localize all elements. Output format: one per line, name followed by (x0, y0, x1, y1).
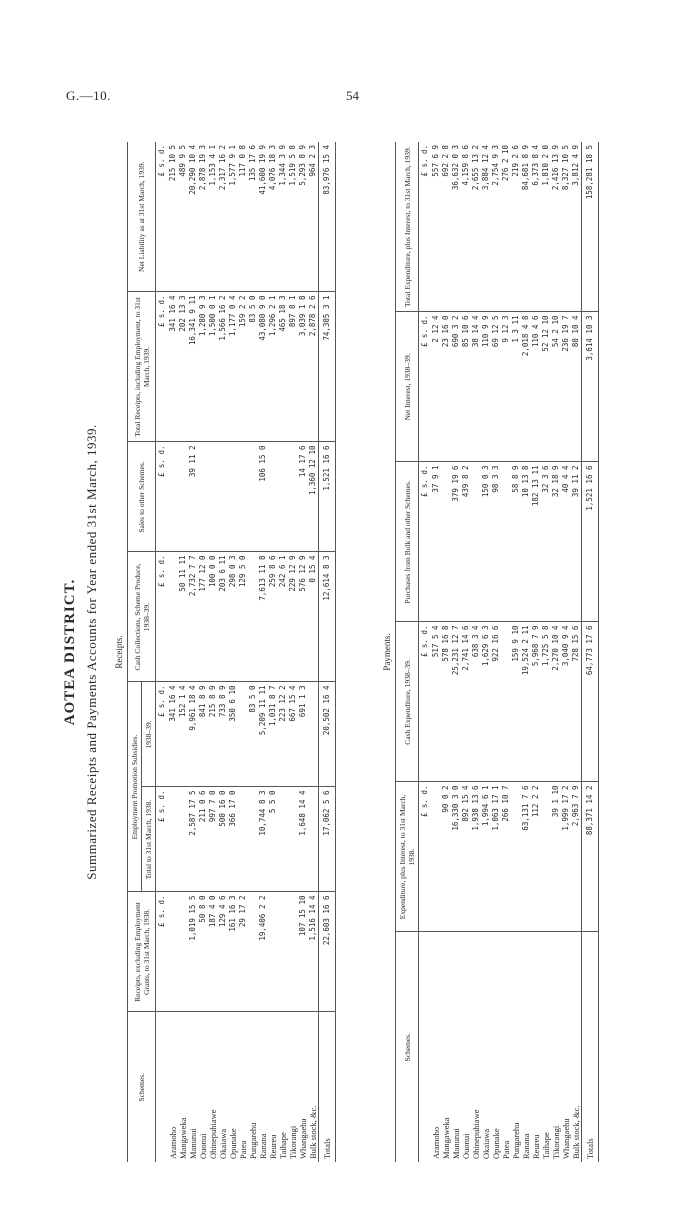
amount-cell: 1,810 2 0 (541, 142, 551, 312)
amount-cell: 1,280 9 3 (198, 292, 208, 442)
amount-cell: 341 16 4 (168, 292, 178, 442)
page-number: 54 (346, 88, 359, 103)
amount-cell: 1,063 17 1 (491, 782, 501, 932)
scheme-name: Patea (238, 1140, 248, 1159)
scheme-name: Ranana (521, 1133, 531, 1159)
scheme-name: Ranana (258, 1133, 268, 1159)
table-row (288, 142, 298, 1162)
amount-cell: 1,519 5 8 (288, 142, 298, 292)
amount-cell: 2,732 7 7 (188, 552, 198, 682)
scheme-name: Okaiawa (481, 1128, 491, 1159)
amount-cell: 2,018 4 8 (521, 312, 531, 462)
col-header: Receipts, excluding Employment Grants, to 31st March, 1938. (128, 892, 156, 1012)
amount-cell: 32 3 6 (541, 462, 551, 622)
amount-cell (501, 622, 511, 782)
units-cell: £ s. d. (156, 442, 169, 552)
scheme-name: Taihape (541, 1132, 551, 1159)
table-row (248, 142, 258, 1162)
scheme-name: Whangaehu (298, 1118, 308, 1159)
units-cell: £ s. d. (156, 552, 169, 682)
table-row (168, 142, 178, 1162)
amount-cell: 8,327 10 5 (561, 142, 571, 312)
amount-cell: 5,968 7 9 (531, 622, 541, 782)
units-cell: £ s. d. (419, 622, 432, 782)
amount-cell: 1,566 16 2 (218, 292, 228, 442)
amount-cell: 63,131 7 6 (521, 782, 531, 932)
amount-cell: 5 5 0 (268, 787, 278, 892)
amount-cell: 1,516 14 4 (308, 892, 319, 1012)
units-cell: £ s. d. (156, 892, 169, 1012)
scheme-name: Patea (501, 1140, 511, 1159)
amount-cell: 19,524 2 11 (521, 622, 531, 782)
amount-cell: 557 6 9 (431, 142, 441, 312)
amount-cell: 997 7 0 (208, 787, 218, 892)
amount-cell (278, 442, 288, 552)
amount-cell: 112 2 2 (531, 782, 541, 932)
scheme-name: Whangaehu (561, 1118, 571, 1159)
amount-cell: 37 9 1 (431, 462, 441, 622)
scheme-name: Mangaweka (441, 1117, 451, 1159)
amount-cell: 298 0 3 (228, 552, 238, 682)
amount-cell: 161 16 3 (228, 892, 238, 1012)
amount-cell: 219 2 6 (511, 142, 521, 312)
table-row (258, 142, 268, 1162)
amount-cell: 7,613 11 8 (258, 552, 268, 682)
amount-cell (288, 787, 298, 892)
total-cell: 12,614 8 3 (319, 552, 336, 682)
amount-cell: 203 6 11 (218, 552, 228, 682)
total-cell: 158,281 18 5 (582, 142, 599, 312)
col-header: Sales to other Schemes. (128, 442, 156, 552)
amount-cell: 177 12 0 (198, 552, 208, 682)
table-row (308, 142, 319, 1162)
amount-cell (288, 892, 298, 1012)
amount-cell: 638 3 4 (471, 622, 481, 782)
amount-cell: 223 12 2 (278, 682, 288, 787)
amount-cell: 366 17 0 (228, 787, 238, 892)
scheme-name: Manunui (451, 1128, 461, 1159)
amount-cell: 667 15 4 (288, 682, 298, 787)
amount-cell: 5,209 11 11 (258, 682, 268, 787)
amount-cell: 1,577 9 1 (228, 142, 238, 292)
amount-cell: 2,587 17 5 (188, 787, 198, 892)
amount-cell (541, 782, 551, 932)
amount-cell: 38 14 4 (471, 312, 481, 462)
scheme-name: Opunake (228, 1128, 238, 1159)
amount-cell: 229 12 9 (288, 552, 298, 682)
total-cell: 74,305 3 1 (319, 292, 336, 442)
amount-cell: 1,994 6 1 (481, 782, 491, 932)
amount-cell: 32 18 9 (551, 462, 561, 622)
table-row (551, 142, 561, 1162)
amount-cell: 439 8 2 (461, 462, 471, 622)
amount-cell: 3,040 9 4 (561, 622, 571, 782)
amount-cell: 1,344 3 9 (278, 142, 288, 292)
table-row (298, 142, 308, 1162)
amount-cell: 242 6 1 (278, 552, 288, 682)
amount-cell: 107 15 10 (298, 892, 308, 1012)
total-cell: 17,062 5 6 (319, 787, 336, 892)
amount-cell: 182 13 11 (531, 462, 541, 622)
amount-cell (511, 782, 521, 932)
amount-cell: 23 16 0 (441, 312, 451, 462)
amount-cell: 266 10 7 (501, 782, 511, 932)
amount-cell: 84,681 8 9 (521, 142, 531, 312)
amount-cell (248, 552, 258, 682)
table-row (238, 142, 248, 1162)
table-row (451, 142, 461, 1162)
amount-cell (168, 787, 178, 892)
amount-cell: 2,655 13 2 (471, 142, 481, 312)
units-row (419, 142, 432, 1162)
table-row (541, 142, 551, 1162)
table-row (188, 142, 198, 1162)
table-row (521, 142, 531, 1162)
col-header: Schemes. (128, 1012, 156, 1162)
page-ref: G.—10. (66, 88, 111, 103)
amount-cell: 215 10 5 (168, 142, 178, 292)
scheme-name: Tikorangi (551, 1125, 561, 1159)
amount-cell: 83 5 0 (248, 682, 258, 787)
scheme-name: Aramoho (168, 1126, 178, 1159)
col-header: Cash Collections, Scheme Produce, 1938–39. (128, 552, 156, 682)
scheme-name: Pungarehu (248, 1122, 258, 1159)
total-cell: 20,502 16 4 (319, 682, 336, 787)
scheme-name: Ouonui (461, 1133, 471, 1159)
scheme-name: Mangaweka (178, 1117, 188, 1159)
amount-cell: 117 0 8 (238, 142, 248, 292)
amount-cell (178, 442, 188, 552)
amount-cell: 135 17 6 (248, 142, 258, 292)
col-header: Purchases from Bulk and other Schemes. (396, 462, 419, 622)
amount-cell: 350 6 10 (228, 682, 238, 787)
amount-cell: 2,317 16 2 (218, 142, 228, 292)
amount-cell: 80 10 4 (571, 312, 582, 462)
amount-cell: 1,648 14 4 (298, 787, 308, 892)
page-title: AOTEA DISTRICT. (62, 578, 78, 726)
amount-cell: 897 8 1 (288, 292, 298, 442)
table-row (228, 142, 238, 1162)
amount-cell: 341 16 4 (168, 682, 178, 787)
amount-cell: 129 4 6 (218, 892, 228, 1012)
total-cell: 22,603 16 6 (319, 892, 336, 1012)
amount-cell: 922 16 6 (491, 622, 501, 782)
amount-cell: 211 0 6 (198, 787, 208, 892)
amount-cell (218, 442, 228, 552)
table-row (208, 142, 218, 1162)
amount-cell: 39 11 2 (188, 442, 198, 552)
units-cell: £ s. d. (419, 312, 432, 462)
table-row (278, 142, 288, 1162)
amount-cell: 1,999 17 2 (561, 782, 571, 932)
amount-cell: 16,341 9 11 (188, 292, 198, 442)
col-header: Expenditure, plus Interest, to 31st March, 1938. (396, 782, 419, 932)
amount-cell: 690 3 2 (451, 312, 461, 462)
amount-cell: 1,153 4 1 (208, 142, 218, 292)
total-cell: 64,773 17 6 (582, 622, 599, 782)
col-header: Net Interest, 1938–39. (396, 312, 419, 462)
amount-cell (441, 462, 451, 622)
amount-cell (168, 442, 178, 552)
table-row (471, 142, 481, 1162)
table-row (461, 142, 471, 1162)
amount-cell: 98 3 3 (491, 462, 501, 622)
amount-cell (248, 442, 258, 552)
amount-cell: 2,878 19 3 (198, 142, 208, 292)
table-row (178, 142, 188, 1162)
amount-cell (178, 787, 188, 892)
amount-cell (248, 892, 258, 1012)
amount-cell: 6,373 8 4 (531, 142, 541, 312)
col-header: Total to 31st March, 1938. (142, 787, 156, 892)
receipts-section-label: Receipts. (112, 142, 128, 1162)
table-row (501, 142, 511, 1162)
amount-cell: 236 19 7 (561, 312, 571, 462)
amount-cell: 0 15 4 (308, 552, 319, 682)
amount-cell: 90 0 2 (441, 782, 451, 932)
amount-cell: 1,296 2 1 (268, 292, 278, 442)
col-header: Total Receipts, including Employment, to 31st March, 1939. (128, 292, 156, 442)
units-cell: £ s. d. (156, 142, 169, 292)
amount-cell: 733 8 9 (218, 682, 228, 787)
amount-cell (288, 442, 298, 552)
amount-cell: 52 12 10 (541, 312, 551, 462)
table-row (511, 142, 521, 1162)
units-cell: £ s. d. (419, 782, 432, 932)
amount-cell: 728 15 6 (571, 622, 582, 782)
amount-cell: 1 3 11 (511, 312, 521, 462)
amount-cell: 85 10 6 (461, 312, 471, 462)
total-cell: 1,521 16 6 (582, 462, 599, 622)
receipts-table (112, 142, 336, 1162)
amount-cell: 2,270 10 4 (551, 622, 561, 782)
col-header: 1938–39. (142, 682, 156, 787)
table-row (198, 142, 208, 1162)
amount-cell: 106 15 0 (258, 442, 268, 552)
amount-cell: 692 2 8 (441, 142, 451, 312)
table-row (491, 142, 501, 1162)
page-subtitle: Summarized Receipts and Payments Accounts for Year ended 31st March, 1939. (84, 424, 99, 880)
amount-cell: 3,812 4 9 (571, 142, 582, 312)
amount-cell: 110 4 6 (531, 312, 541, 462)
amount-cell: 379 19 6 (451, 462, 461, 622)
amount-cell: 69 12 5 (491, 312, 501, 462)
amount-cell: 2,741 14 6 (461, 622, 471, 782)
receipts-body (156, 142, 336, 1162)
amount-cell: 964 2 3 (308, 142, 319, 292)
totals-row (319, 142, 336, 1162)
amount-cell (471, 462, 481, 622)
scheme-name: Bulk stock, &c. (308, 1105, 318, 1159)
scheme-name: Ohinepuhiawe (471, 1109, 481, 1159)
amount-cell: 159 2 2 (238, 292, 248, 442)
total-cell: 88,371 14 2 (582, 782, 599, 932)
amount-cell (308, 682, 319, 787)
scheme-name: Ouonui (198, 1133, 208, 1159)
amount-cell: 187 4 0 (208, 892, 218, 1012)
amount-cell: 9,961 18 4 (188, 682, 198, 787)
scheme-name: Bulk stock, &c. (571, 1105, 581, 1159)
amount-cell: 2,963 7 9 (571, 782, 582, 932)
scheme-name: Ohinepuhiawe (208, 1109, 218, 1159)
amount-cell (278, 787, 288, 892)
amount-cell (308, 787, 319, 892)
amount-cell: 465 18 3 (278, 292, 288, 442)
amount-cell (268, 442, 278, 552)
amount-cell: 2 12 4 (431, 312, 441, 462)
amount-cell (168, 552, 178, 682)
scheme-name: Manunui (188, 1128, 198, 1159)
amount-cell: 215 8 9 (208, 682, 218, 787)
scheme-name: Reureu (268, 1134, 278, 1159)
amount-cell: 576 12 9 (298, 552, 308, 682)
amount-cell: 43,080 9 0 (258, 292, 268, 442)
scheme-name: Taihape (278, 1132, 288, 1159)
payments-body (419, 142, 599, 1162)
amount-cell (238, 787, 248, 892)
amount-cell: 202 13 3 (178, 292, 188, 442)
amount-cell: 4,076 18 3 (268, 142, 278, 292)
totals-row (582, 142, 599, 1162)
amount-cell (228, 442, 238, 552)
units-spacer (419, 932, 432, 1162)
scheme-name: Aramoho (431, 1126, 441, 1159)
amount-cell: 39 1 10 (551, 782, 561, 932)
units-cell: £ s. d. (156, 682, 169, 787)
group-header: Employment Promotion Subsidies. (128, 682, 142, 892)
amount-cell: 276 2 10 (501, 142, 511, 312)
amount-cell: 36,632 0 3 (451, 142, 461, 312)
col-header: Net Liability as at 31st March, 1939. (128, 142, 156, 292)
col-header: Cash Expenditure, 1938–39. (396, 622, 419, 782)
amount-cell: 1,938 13 6 (471, 782, 481, 932)
amount-cell: 100 0 0 (208, 552, 218, 682)
table-row (481, 142, 491, 1162)
amount-cell: 5,293 8 9 (298, 142, 308, 292)
amount-cell: 29 17 2 (238, 892, 248, 1012)
amount-cell: 4,159 8 6 (461, 142, 471, 312)
amount-cell (198, 442, 208, 552)
amount-cell: 892 15 4 (461, 782, 471, 932)
amount-cell (248, 787, 258, 892)
amount-cell: 2,878 2 6 (308, 292, 319, 442)
amount-cell: 16,330 3 0 (451, 782, 461, 932)
scheme-name: Opunake (491, 1128, 501, 1159)
amount-cell: 40 4 4 (561, 462, 571, 622)
scheme-name: Reureu (531, 1134, 541, 1159)
amount-cell: 152 1 4 (178, 682, 188, 787)
scheme-name: Pungarehu (511, 1122, 521, 1159)
amount-cell (431, 782, 441, 932)
amount-cell: 489 9 5 (178, 142, 188, 292)
amount-cell: 1,725 5 8 (541, 622, 551, 782)
amount-cell: 841 8 9 (198, 682, 208, 787)
total-cell: 3,614 10 3 (582, 312, 599, 462)
amount-cell: 159 9 10 (511, 622, 521, 782)
amount-cell (268, 892, 278, 1012)
scheme-name: Okaiawa (218, 1128, 228, 1159)
units-cell: £ s. d. (156, 292, 169, 442)
units-cell: £ s. d. (156, 787, 169, 892)
amount-cell: 41,600 19 9 (258, 142, 268, 292)
amount-cell: 50 11 11 (178, 552, 188, 682)
amount-cell: 3,884 12 4 (481, 142, 491, 312)
totals-label: Totals (582, 932, 599, 1162)
amount-cell: 150 0 3 (481, 462, 491, 622)
total-cell: 1,521 16 6 (319, 442, 336, 552)
amount-cell: 500 16 0 (218, 787, 228, 892)
payments-section-label: Payments. (380, 142, 396, 1162)
units-cell: £ s. d. (419, 142, 432, 312)
amount-cell: 129 5 0 (238, 552, 248, 682)
table-row (561, 142, 571, 1162)
amount-cell: 110 9 9 (481, 312, 491, 462)
amount-cell: 1,019 15 5 (188, 892, 198, 1012)
table-row (441, 142, 451, 1162)
units-spacer (156, 1012, 169, 1162)
units-cell: £ s. d. (419, 462, 432, 622)
amount-cell: 9 12 3 (501, 312, 511, 462)
amount-cell (278, 892, 288, 1012)
amount-cell: 691 1 3 (298, 682, 308, 787)
col-header: Schemes. (396, 932, 419, 1162)
amount-cell: 1,500 0 1 (208, 292, 218, 442)
amount-cell: 1,360 12 10 (308, 442, 319, 552)
total-cell: 83,976 15 4 (319, 142, 336, 292)
scheme-name: Tikorangi (288, 1125, 298, 1159)
amount-cell (208, 442, 218, 552)
amount-cell: 517 5 4 (431, 622, 441, 782)
units-row (156, 142, 169, 1162)
amount-cell: 25,231 12 7 (451, 622, 461, 782)
amount-cell (178, 892, 188, 1012)
amount-cell: 83 5 0 (248, 292, 258, 442)
table-row (268, 142, 278, 1162)
table-row (531, 142, 541, 1162)
amount-cell: 39 11 2 (571, 462, 582, 622)
amount-cell: 19,406 2 2 (258, 892, 268, 1012)
amount-cell (238, 442, 248, 552)
amount-cell: 259 8 6 (268, 552, 278, 682)
amount-cell: 3,039 1 8 (298, 292, 308, 442)
amount-cell (238, 682, 248, 787)
amount-cell: 578 16 8 (441, 622, 451, 782)
amount-cell: 1,629 6 3 (481, 622, 491, 782)
rotated-document (62, 142, 642, 1162)
amount-cell: 2,416 13 9 (551, 142, 561, 312)
amount-cell: 10,744 8 3 (258, 787, 268, 892)
amount-cell: 14 17 6 (298, 442, 308, 552)
amount-cell: 1,177 0 4 (228, 292, 238, 442)
table-row (571, 142, 582, 1162)
totals-label: Totals (319, 1012, 336, 1162)
col-header: Total Expenditure, plus Interest, to 31st March, 1939. (396, 142, 419, 312)
amount-cell (168, 892, 178, 1012)
amount-cell (501, 462, 511, 622)
amount-cell: 58 8 9 (511, 462, 521, 622)
payments-table (380, 142, 599, 1162)
amount-cell: 54 2 10 (551, 312, 561, 462)
table-row (431, 142, 441, 1162)
amount-cell: 10 13 8 (521, 462, 531, 622)
amount-cell: 2,754 9 3 (491, 142, 501, 312)
amount-cell: 1,031 8 7 (268, 682, 278, 787)
amount-cell: 20,290 10 4 (188, 142, 198, 292)
table-row (218, 142, 228, 1162)
amount-cell: 50 8 0 (198, 892, 208, 1012)
